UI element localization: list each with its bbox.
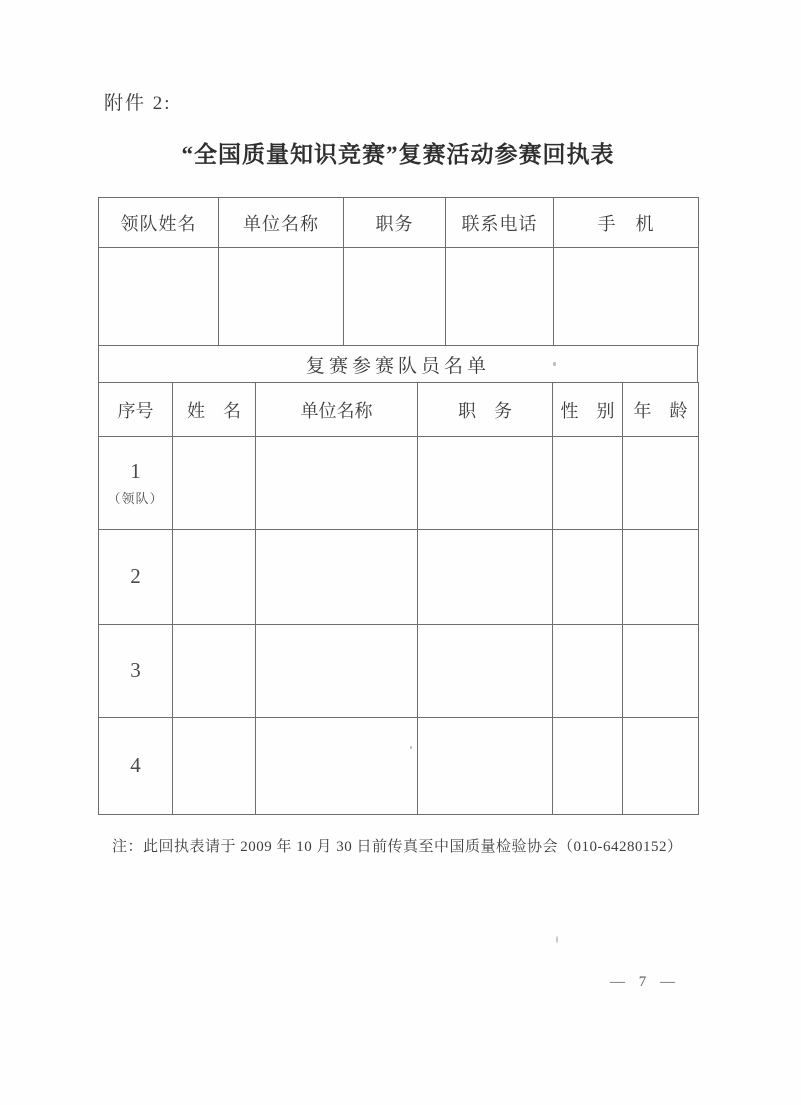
empty-cell xyxy=(256,625,418,718)
empty-cell xyxy=(173,718,256,815)
attachment-label: 附件 2: xyxy=(104,93,172,114)
member-number-note: （领队） xyxy=(107,490,164,506)
scan-speck xyxy=(556,936,558,943)
empty-cell xyxy=(623,437,699,530)
member-row xyxy=(99,625,699,718)
members-header-row xyxy=(99,383,699,437)
empty-cell xyxy=(418,437,553,530)
empty-cell xyxy=(623,530,699,625)
header-leader-title: 职务 xyxy=(344,198,446,248)
leader-blank-row xyxy=(99,248,699,346)
header-member-index: 序号 xyxy=(99,383,173,437)
scan-speck xyxy=(410,746,412,749)
empty-cell xyxy=(623,718,699,815)
header-member-name: 姓 名 xyxy=(173,383,256,437)
empty-cell xyxy=(553,437,623,530)
header-member-gender: 性 别 xyxy=(553,383,623,437)
member-index-cell xyxy=(99,718,173,815)
empty-cell xyxy=(256,718,418,815)
header-member-org: 单位名称 xyxy=(256,383,418,437)
member-number: 3 xyxy=(130,658,141,683)
empty-cell xyxy=(418,625,553,718)
header-leader-name: 领队姓名 xyxy=(99,198,219,248)
empty-cell xyxy=(418,718,553,815)
member-index-cell xyxy=(99,530,173,625)
members-table xyxy=(98,382,699,815)
empty-cell xyxy=(553,718,623,815)
member-row xyxy=(99,530,699,625)
document-title: “全国质量知识竞赛”复赛活动参赛回执表 xyxy=(181,142,615,167)
member-number: 2 xyxy=(130,564,141,589)
page-number: — 7 — xyxy=(610,974,680,990)
empty-cell xyxy=(219,248,344,346)
member-number: 1 xyxy=(130,459,141,484)
empty-cell xyxy=(553,530,623,625)
header-member-age: 年 龄 xyxy=(623,383,699,437)
leader-info-table xyxy=(98,197,699,346)
footer-note: 注：此回执表请于 2009 年 10 月 30 日前传真至中国质量检验协会（010-64280152） xyxy=(112,839,683,855)
empty-cell xyxy=(554,248,699,346)
empty-cell xyxy=(173,625,256,718)
header-leader-mobile: 手 机 xyxy=(554,198,699,248)
empty-cell xyxy=(553,625,623,718)
empty-cell xyxy=(256,437,418,530)
empty-cell xyxy=(446,248,554,346)
leader-header-row xyxy=(99,198,699,248)
empty-cell xyxy=(173,530,256,625)
empty-cell xyxy=(256,530,418,625)
member-index-cell xyxy=(99,625,173,718)
header-leader-phone: 联系电话 xyxy=(446,198,554,248)
reply-form-table xyxy=(98,197,698,815)
members-section-title: 复赛参赛队员名单 xyxy=(98,345,698,383)
empty-cell xyxy=(623,625,699,718)
empty-cell xyxy=(418,530,553,625)
header-leader-org: 单位名称 xyxy=(219,198,344,248)
member-index-cell xyxy=(99,437,173,530)
empty-cell xyxy=(344,248,446,346)
member-row xyxy=(99,437,699,530)
member-number: 4 xyxy=(130,753,141,778)
empty-cell xyxy=(99,248,219,346)
scan-speck xyxy=(553,362,556,366)
member-row xyxy=(99,718,699,815)
empty-cell xyxy=(173,437,256,530)
header-member-title: 职 务 xyxy=(418,383,553,437)
